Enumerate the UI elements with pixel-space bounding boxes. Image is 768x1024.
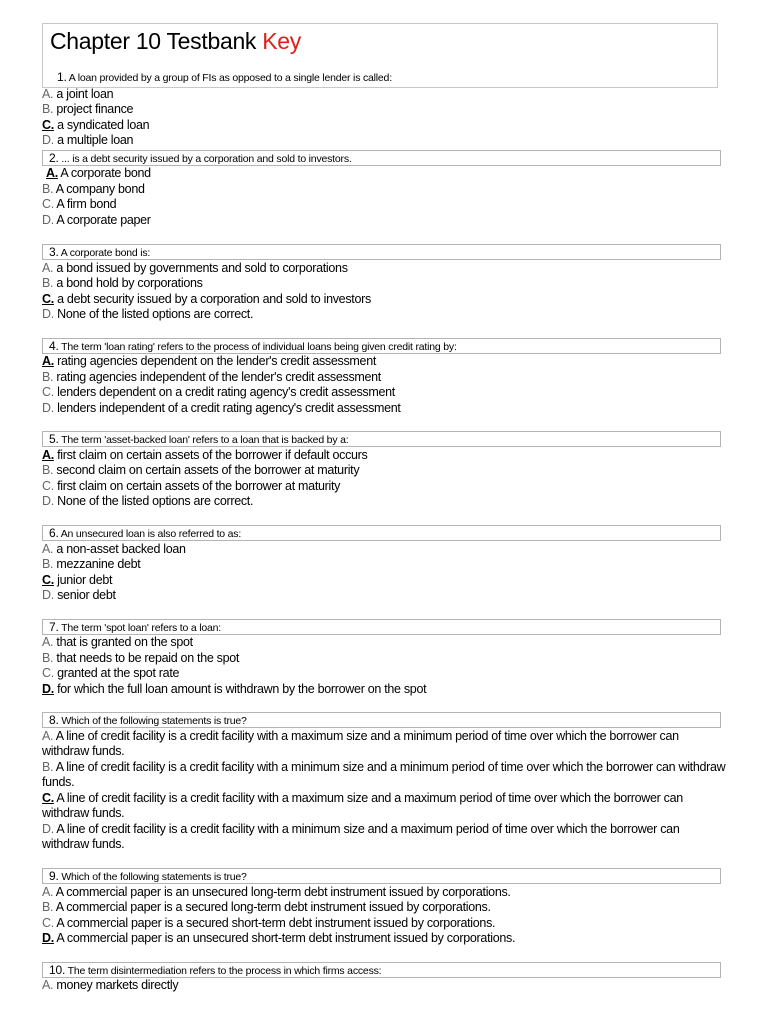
q5-option-c bbox=[42, 479, 340, 494]
correct-option-letter: C. bbox=[42, 118, 54, 132]
option-text: A commercial paper is an unsecured long-term debt instrument issued by corporations. bbox=[55, 885, 511, 899]
question-number: 2. bbox=[49, 151, 59, 165]
option-letter: C. bbox=[42, 479, 54, 493]
correct-option-letter: D. bbox=[42, 931, 54, 945]
option-letter: B. bbox=[42, 900, 54, 914]
question-number: 6. bbox=[49, 526, 59, 540]
option-letter: B. bbox=[42, 276, 54, 290]
option-text: A firm bond bbox=[56, 197, 117, 211]
question-text: The term 'asset-backed loan' refers to a loan that is backed by a: bbox=[61, 434, 349, 446]
q2-option-c bbox=[42, 197, 116, 212]
option-text: A commercial paper is a secured long-term debt instrument issued by corporations. bbox=[55, 900, 491, 914]
question-text: The term 'spot loan' refers to a loan: bbox=[61, 622, 221, 634]
q9-option-b bbox=[42, 900, 491, 915]
question-number: 5. bbox=[49, 432, 59, 446]
option-letter: D. bbox=[42, 213, 54, 227]
option-letter: A. bbox=[42, 885, 54, 899]
q4-option-c bbox=[42, 385, 395, 400]
option-text: A corporate paper bbox=[56, 213, 151, 227]
question-number: 3. bbox=[49, 245, 59, 259]
option-letter: D. bbox=[42, 401, 54, 415]
option-text: mezzanine debt bbox=[56, 557, 141, 571]
q2-option-d bbox=[42, 213, 151, 228]
option-letter: D. bbox=[42, 588, 54, 602]
question-8 bbox=[42, 712, 721, 728]
q3-option-b bbox=[42, 276, 203, 291]
correct-option-letter: D. bbox=[42, 682, 54, 696]
q9-option-d bbox=[42, 931, 515, 946]
question-3 bbox=[42, 244, 721, 260]
q7-option-d bbox=[42, 682, 426, 697]
title-main: Chapter 10 Testbank bbox=[50, 28, 257, 54]
question-text: An unsecured loan is also referred to as: bbox=[60, 528, 242, 540]
option-letter: B. bbox=[42, 102, 54, 116]
question-5 bbox=[42, 431, 721, 447]
q2-option-b bbox=[42, 182, 145, 197]
page-title bbox=[50, 28, 301, 55]
question-4 bbox=[42, 338, 721, 354]
option-letter: B. bbox=[42, 370, 54, 384]
question-number: 7. bbox=[49, 620, 59, 634]
q6-option-c bbox=[42, 573, 112, 588]
option-letter: A. bbox=[42, 542, 54, 556]
question-9 bbox=[42, 868, 721, 884]
option-letter: B. bbox=[42, 557, 54, 571]
question-number: 4. bbox=[49, 339, 59, 353]
option-text: a non-asset backed loan bbox=[56, 542, 186, 556]
question-7 bbox=[42, 619, 721, 635]
q3-option-c bbox=[42, 292, 371, 307]
q1-option-b bbox=[42, 102, 133, 117]
option-text: A commercial paper is a secured short-term debt instrument issued by corporations. bbox=[56, 916, 496, 930]
question-text: A corporate bond is: bbox=[60, 247, 151, 259]
q9-option-a bbox=[42, 885, 511, 900]
option-text: senior debt bbox=[57, 588, 116, 602]
correct-option-letter: A. bbox=[46, 166, 58, 180]
option-text: a syndicated loan bbox=[57, 118, 150, 132]
option-text: A corporate bond bbox=[60, 166, 151, 180]
title-box bbox=[42, 23, 718, 88]
q4-option-d bbox=[42, 401, 401, 416]
q10-option-a bbox=[42, 978, 178, 993]
correct-option-letter: C. bbox=[42, 292, 54, 306]
option-text: that needs to be repaid on the spot bbox=[56, 651, 240, 665]
option-text: A line of credit facility is a credit facility with a maximum size and a maximum period of time over which the borrower can withdraw funds. bbox=[42, 791, 683, 820]
option-text: A line of credit facility is a credit facility with a maximum size and a minimum period of time over which the borrower can withdraw funds. bbox=[42, 729, 679, 758]
option-letter: A. bbox=[42, 978, 54, 992]
q7-option-b bbox=[42, 651, 239, 666]
option-text: A line of credit facility is a credit facility with a minimum size and a maximum period of time over which the borrower can withdraw funds. bbox=[42, 822, 680, 851]
option-letter: A. bbox=[42, 261, 54, 275]
option-letter: C. bbox=[42, 916, 54, 930]
option-letter: C. bbox=[42, 197, 54, 211]
q1-option-d bbox=[42, 133, 133, 148]
question-text: The term disintermediation refers to the process in which firms access: bbox=[67, 965, 382, 977]
title-key: Key bbox=[262, 28, 301, 54]
option-letter: A. bbox=[42, 87, 54, 101]
q8-option-d bbox=[42, 822, 726, 852]
option-text: lenders independent of a credit rating agency's credit assessment bbox=[57, 401, 401, 415]
q5-option-b bbox=[42, 463, 359, 478]
option-letter: D. bbox=[42, 494, 54, 508]
option-letter: D. bbox=[42, 822, 54, 836]
q6-option-b bbox=[42, 557, 140, 572]
q7-option-a bbox=[42, 635, 193, 650]
q5-option-d bbox=[42, 494, 253, 509]
option-text: a debt security issued by a corporation and sold to investors bbox=[57, 292, 371, 306]
correct-option-letter: A. bbox=[42, 448, 54, 462]
option-text: project finance bbox=[56, 102, 134, 116]
correct-option-letter: C. bbox=[42, 573, 54, 587]
option-text: A line of credit facility is a credit facility with a minimum size and a minimum period of time over which the borrower can withdraw funds. bbox=[42, 760, 726, 789]
option-letter: B. bbox=[42, 651, 54, 665]
option-text: a bond hold by corporations bbox=[56, 276, 203, 290]
q9-option-c bbox=[42, 916, 495, 931]
option-letter: A. bbox=[42, 729, 54, 743]
question-number: 10. bbox=[49, 963, 66, 977]
q6-option-d bbox=[42, 588, 116, 603]
option-text: None of the listed options are correct. bbox=[57, 307, 254, 321]
question-text: ... is a debt security issued by a corporation and sold to investors. bbox=[61, 153, 352, 165]
question-text: A loan provided by a group of FIs as opposed to a single lender is called: bbox=[68, 72, 392, 84]
q7-option-c bbox=[42, 666, 179, 681]
q1-option-c bbox=[42, 118, 149, 133]
option-text: None of the listed options are correct. bbox=[57, 494, 254, 508]
option-letter: D. bbox=[42, 133, 54, 147]
option-text: a joint loan bbox=[56, 87, 114, 101]
q6-option-a bbox=[42, 542, 186, 557]
question-2 bbox=[42, 150, 721, 166]
option-text: first claim on certain assets of the borrower if default occurs bbox=[57, 448, 368, 462]
question-6 bbox=[42, 525, 721, 541]
question-10 bbox=[42, 962, 721, 978]
option-text: junior debt bbox=[57, 573, 113, 587]
question-number: 9. bbox=[49, 869, 59, 883]
q1-option-a bbox=[42, 87, 113, 102]
option-text: for which the full loan amount is withdrawn by the borrower on the spot bbox=[57, 682, 427, 696]
q4-option-a bbox=[42, 354, 376, 369]
option-text: A company bond bbox=[55, 182, 145, 196]
question-text: The term 'loan rating' refers to the process of individual loans being given credit rating by: bbox=[61, 341, 457, 353]
option-letter: B. bbox=[42, 463, 54, 477]
option-text: granted at the spot rate bbox=[57, 666, 180, 680]
option-letter: D. bbox=[42, 307, 54, 321]
option-text: that is granted on the spot bbox=[56, 635, 193, 649]
option-letter: C. bbox=[42, 385, 54, 399]
option-letter: A. bbox=[42, 635, 54, 649]
q4-option-b bbox=[42, 370, 381, 385]
q3-option-a bbox=[42, 261, 348, 276]
option-text: money markets directly bbox=[56, 978, 179, 992]
q5-option-a bbox=[42, 448, 368, 463]
question-number: 1. bbox=[57, 70, 67, 84]
option-text: a bond issued by governments and sold to corporations bbox=[56, 261, 348, 275]
option-text: second claim on certain assets of the borrower at maturity bbox=[56, 463, 360, 477]
option-letter: B. bbox=[42, 760, 54, 774]
q8-option-b bbox=[42, 760, 726, 790]
option-letter: C. bbox=[42, 666, 54, 680]
q3-option-d bbox=[42, 307, 253, 322]
q2-option-a bbox=[46, 166, 151, 181]
option-text: rating agencies independent of the lender's credit assessment bbox=[56, 370, 381, 384]
question-text: Which of the following statements is true? bbox=[61, 715, 247, 727]
option-text: A commercial paper is an unsecured short-term debt instrument issued by corporations. bbox=[56, 931, 516, 945]
option-text: first claim on certain assets of the borrower at maturity bbox=[57, 479, 341, 493]
correct-option-letter: A. bbox=[42, 354, 54, 368]
correct-option-letter: C. bbox=[42, 791, 54, 805]
question-1 bbox=[57, 70, 392, 84]
option-letter: B. bbox=[42, 182, 54, 196]
option-text: lenders dependent on a credit rating agency's credit assessment bbox=[57, 385, 395, 399]
question-number: 8. bbox=[49, 713, 59, 727]
question-text: Which of the following statements is true? bbox=[61, 871, 247, 883]
q8-option-a bbox=[42, 729, 726, 759]
option-text: a multiple loan bbox=[57, 133, 134, 147]
q8-option-c bbox=[42, 791, 726, 821]
option-text: rating agencies dependent on the lender's credit assessment bbox=[57, 354, 377, 368]
